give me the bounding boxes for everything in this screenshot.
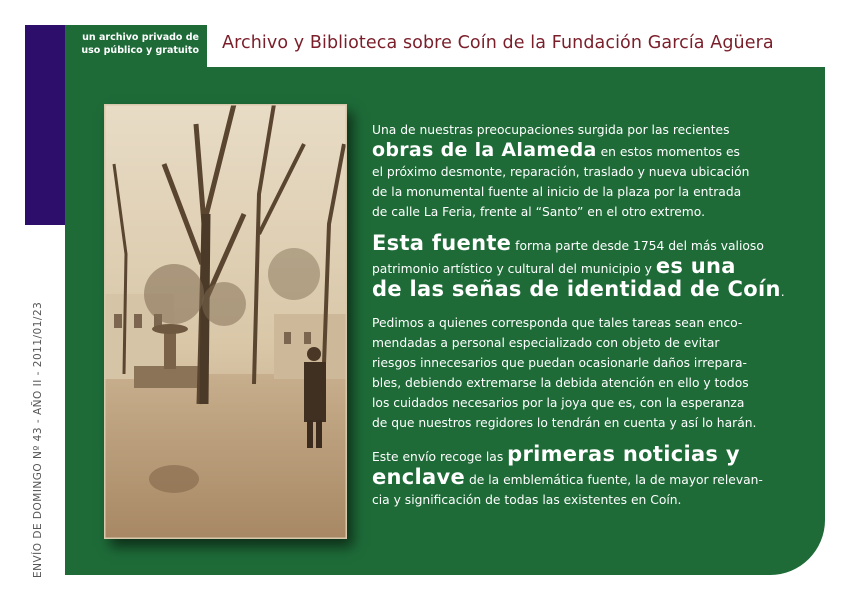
p4-line-1 — [372, 444, 800, 467]
p1-line-5: de calle La Feria, frente al “Santo” en el otro extremo. — [372, 205, 706, 219]
historic-fountain-photo-icon — [104, 104, 347, 539]
p1-line-2-rest: en estos momentos es — [596, 145, 740, 159]
p4-highlight-1: primeras noticias y — [507, 442, 740, 466]
p3-line-6: de que nuestros regidores lo tendrán en cuenta y así lo harán. — [372, 416, 757, 430]
article-text — [372, 120, 800, 521]
p4-line-2 — [372, 467, 800, 490]
purple-side-bar — [25, 25, 65, 225]
page-title: Archivo y Biblioteca sobre Coín de la Fundación García Agüera — [222, 33, 774, 53]
p4-line-2-rest: de la emblemática fuente, la de mayor relevan- — [465, 473, 763, 487]
p3-line-3: riesgos innecesarios que puedan ocasionarle daños irrepara- — [372, 356, 747, 370]
p1-line-1: Una de nuestras preocupaciones surgida por las recientes — [372, 123, 730, 137]
p4-highlight-2: enclave — [372, 465, 466, 489]
p2-period: . — [780, 285, 785, 299]
p2-highlight-2: es una — [655, 254, 736, 278]
p2-highlight-3: de las señas de identidad de Coín — [372, 277, 781, 301]
p3-line-2: mendadas a personal especializado con objeto de evitar — [372, 336, 720, 350]
p2-line-2 — [372, 256, 800, 279]
p2-line-1 — [372, 233, 800, 256]
paragraph-3 — [372, 313, 800, 433]
paragraph-1 — [372, 120, 800, 222]
p1-line-2 — [372, 140, 800, 162]
tagline-line-2: uso público y gratuito — [81, 45, 199, 56]
p2-line-2-start: patrimonio artístico y cultural del municipio y — [372, 262, 656, 276]
p2-line-1-rest: forma parte desde 1754 del más valioso — [511, 239, 764, 253]
p1-highlight: obras de la Alameda — [372, 139, 597, 161]
p2-highlight-1: Esta fuente — [372, 231, 512, 255]
paragraph-2 — [372, 233, 800, 302]
archive-tagline — [65, 25, 207, 67]
paragraph-4 — [372, 444, 800, 510]
tagline-line-1: un archivo privado de — [82, 32, 199, 43]
historic-photo — [104, 104, 347, 539]
p4-line-1-start: Este envío recoge las — [372, 450, 508, 464]
p3-line-1: Pedimos a quienes corresponda que tales tareas sean enco- — [372, 316, 743, 330]
issue-label: ENVÍO DE DOMINGO Nº 43 - AÑO II - 2011/01/23 — [32, 301, 44, 578]
p3-line-5: los cuidados necesarios por la joya que es, con la esperanza — [372, 396, 745, 410]
p1-line-3: el próximo desmonte, reparación, traslado y nueva ubicación — [372, 165, 750, 179]
p3-line-4: bles, debiendo extremarse la debida atención en ello y todos — [372, 376, 749, 390]
p2-line-3 — [372, 279, 800, 302]
p4-line-3: cia y significación de todas las existentes en Coín. — [372, 493, 682, 507]
p1-line-4: de la monumental fuente al inicio de la plaza por la entrada — [372, 185, 742, 199]
